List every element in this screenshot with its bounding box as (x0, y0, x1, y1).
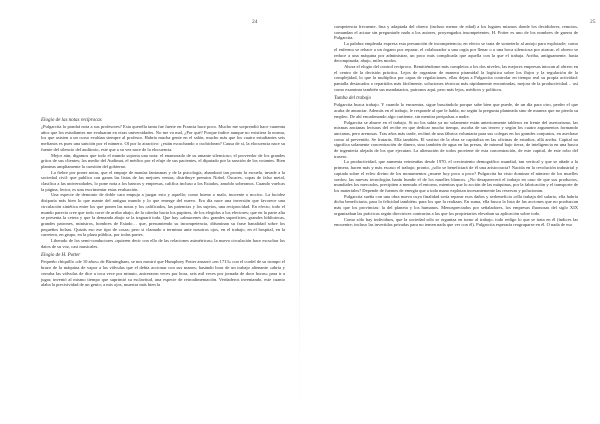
paragraph: La palabra empleada expresa esta presunción de incompetencia; en efecto se trata de someterlo al antojo para explotarle; como el enfermo se rehace a un órgano por reparar, el colaborador a una orgía por llenar o a una boca silenciosa por atracar, el obrero se reduce a una máquina por administrar, un poco más complicada que aquella con la que el trabaja. Arriba, antiguamente, hasta decompinada; abajo, miles modos. (334, 41, 578, 64)
paragraph: Pulgarcita sueña con una obra nueva cuya finalidad sería reparar esos daños y serbeneficia «ella trabaja del salario, ella habría dicha beneficiaria, para la felicidad también» para los que la realizan. En suma, ella busca la lista de las acciones que no produzcan más que los provincias: la del planeta y los humanos. Menospreciados por señaladores, los empresas fluonosas del siglo XIX organizaban las prácticas según directrices contrarias a las que los propietarios elevaban su aplicación sobre todo. (334, 193, 578, 216)
text-column (41, 118, 285, 288)
section-heading: Tumba del trabajo (334, 96, 371, 102)
paragraph: Pequeño chiquillo «de 10 años» de Birmingham, se nos mostró que Humphrey Potter ansarró «en 1713» con el cordel de su trompo el brazo de la máquina de vapor a las válvulas que el debía accionar con sus manos; basándo hoar de un trabajo alienante «abría y cerraba las válvulas de dice a toca vece por minuto, aniceraron veces por hora, seis mil veces por jornada de doce horas» para ir a jugar, inventó al mismo tiempo que suprimió su esclavitud, una especie de retroalimentación. Verdaderos inventando, este cuanto alaba la precisividad de un genio; a mis ojos, muestra más bien la (41, 259, 285, 288)
section-heading: Elogio de las notas recíprocas (41, 118, 102, 123)
paragraph: Ahora el elogio del control recíproco. Remitiéndome más completos a los dos niveles, las mejores empresas intocan al obrero en el centro de la decisión práctica. Lejos de organizar de manera piramidal la logística sobre los flujos y la regulación de la complejidad, lo que la multiplica por capas de regulaciones, ellas dejan a Pulgarcita controlar en tiempo real su propia actividad: pantalla destacados o repartidos más fácilmente, soluciones técnicas más rápidamente encontradas, mejora de la productividad… así como examinar también sus mandatarios, patronos aquí, pero más lejos, médicos y políticos. (334, 63, 578, 92)
section-heading: Elogio de H. Potter (41, 253, 81, 259)
paragraph: Pulgarcita busca trabajo. Y cuando lo encuentra, sigue buscándolo porque sabe bien que puede, de un día para otro, perder el que acaba de anunciar. Además en el trabajo, le responde al que le habla, no según la pregunta planteada sino de manera que no pierda su empleo. De ahí encadenando algo curtiente, sin mentira peripalsas a nadie. (334, 102, 578, 119)
paragraph: ¿Pulgarcita lo pondrá nota a sus profesores? Esta querella tanta fue fuerte en Francia hace poco. Mucho me sorprendió hace cuarenta años que los estudiantes me evaluaran en otras universidades. No me va mal, ¿Por qué? Porque índice aunque no existiera la norma, los que asisten a un curso evalúan siempre al profesor. Habría mucha gente en el salón, mucho más que los cuatro estudiantes seis mefianos es pues una sanción por el número. Ol por lo atractivo: ¿están escuchando o cuchichean? Causa de sí, la elocuencia nace su fuente del silencio del auditorio, este que a su vez nace de la elocuencia. (41, 124, 285, 152)
paragraph: competencia frecuente, fina y adaptada del obrero (incluso menor de edad) a los lugares mismos donde los decididores, remotos, comandan el actuar sin preguntarle nada a los autores, proyengados insompetentes. H. Potter es uno de los nombres de guerra de Pulgarcita. (334, 24, 578, 41)
page-number: 24 (252, 19, 258, 25)
paragraph: Liberado de los semi-conductores «quieren decir con ello de las relaciones asimétricas» la nueva circulación hace escuchar los datos de su voz, casi musicales. (41, 238, 285, 249)
paragraph: La fiebre por poner notas, que el empuje de manías fantasmas y de la psicología, abandonó tan pronto la escuela, invade a la sociedad civil: que publica con ganas las listas de las mejores ventas, distribuye premios Nobel, Óscares, copas de falso metal, clasifica a las universidades, lo pone nota a los bancos y empresas, califica incluso a los Estados, amoldo soberanos. Cuando vuelcas la página, lector, es una excrimentar estas evaluación. (41, 169, 285, 192)
paragraph: La productividad, que aumenta veinteañas desde 1970, el crecimiento demográfico mundial, tan vertical y que se añade a la primera, hacen más y más escaso el trabajo; pronto, ¿sólo se beneficiará de él una aristocracia? Nacida en la revolución industrial y captada sobre el ecleo divino de los monumentos ¿muere hoy poco a poco? Pulgarcita ha visto dominar el número de los muelles sordos; las nuevas tecnologías harán hundir el de los muelles blancos. ¿No desaparecerá el trabajo en caso de que sus productos, mundiales los mercados, precipiten a menudo el entorno, mientras que lo acción de las máquinas, por la fabricación y el transporte de los materiales? Depende de fuentes de energía que a toda mano explotan incesantemente las reservas y polucionan. (334, 159, 578, 193)
right-page (300, 0, 600, 424)
page-number: 25 (590, 19, 596, 25)
paragraph: Mejor aún, digamos que todo el mundo soporta una nota: el enamorado de su amante silencioso; el proveedor de los grandes gritos de sus clientes; los medio del Audímat, el médico por el efuje de sus pacientes, el diputado por la sanción de los votantes. Bien planteas ampliamente la cuestión del gobierno. (41, 152, 285, 169)
paragraph: Como sólo hay individuos, que la sociedad sólo se organiza en torno al trabajo, todo redigo lo que se trata en él (índices las encuentre; incluso las invertidas privadas para no temen nada que ver con él). Pulgarcita esperaría reagruparse en él. O nada de eso (334, 216, 578, 228)
text-column (334, 24, 578, 228)
paragraph: Pulgarcita se aburre en el trabajo. Si no los sabía ya no solamente están anteriormente tableros en frente del asertorismo, las mismas ancianas lecturas del recibe en que dedicar mucho tiempo, ascoba de sus teoreo y según los cuatro argumentos formando ancianas, pero arenosas. Tras años más tarde, reclinó de una fábrica voluntaria para sus colegas en los grandes conjuntos, en asechase como al prevenido. Se frutarás. Ella también. El vastiso de la obra se capitaliza en las oficinas de estudios, allá arriba. Capital no significa solamente concentración de dinero, sino también de agua en las presas, de mineral bajo tierra, de inteligencia en una busca de ingeniería alejada de los que ejecutan. La alienación de todos proviene de esta concentración, de este capital, de este robo del trasero. (334, 119, 578, 159)
paragraph: Una especie de demonio de doble cara empuja a juzgar esto y aquello; como bueno o malo, inocente o nocivo. La lucidez disiparía más bien lo que mante del antiguo mundo y lo que emerge del nuevo. Era día nace una inversión que favorece una circulación sintética entre los que ponen las notas y los calificados, las patencias y los sujetos, una reciprocidad. En efecto, todo el mundo parecía cree que todo corre de arriba abajo, de la cátedra hacia los pupitres, de los elegidos a los electores; que en la parte alta se presenta la cetera y que la demanda abajo se la traguará toda. Que hay «almacenes de» grandes superficies, grandes bibliotecas, grandes patrones, ministros, hombres de Estado… que, presumiendo su incompetencia, difuminan su frase banalidad sobre los pequeños bolsas. Quizás eso ese tipo de cosas; pero si clamado a terminar ante nosotros ojos, en el trabajo, en el hospital, en la carretera, en grupo, en la plaza pública, por todas partes. (41, 192, 285, 238)
